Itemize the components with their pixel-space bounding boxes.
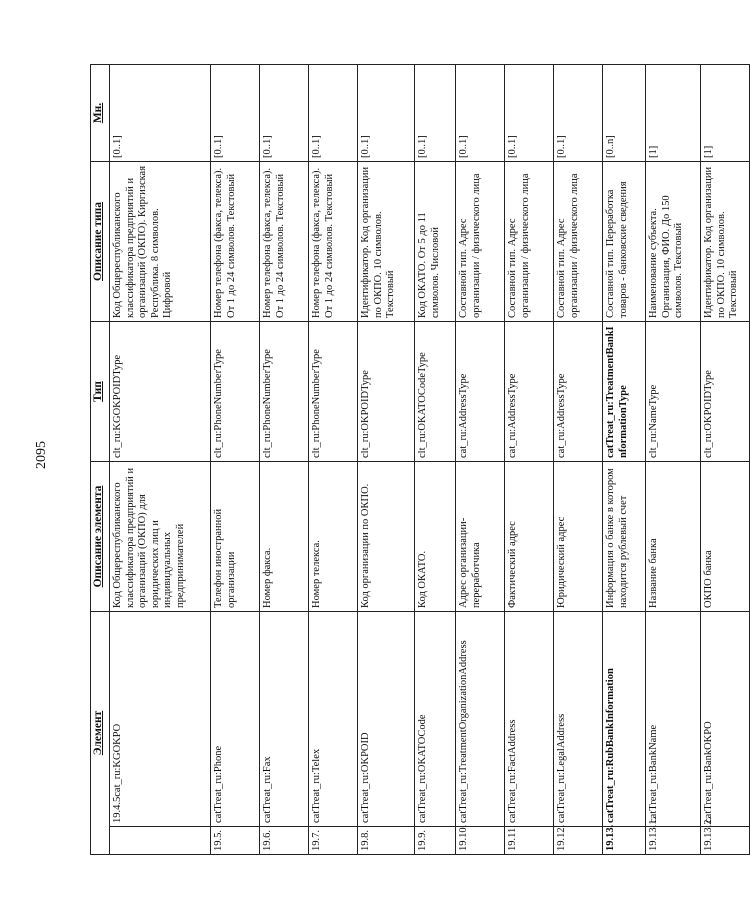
element-name: catTreat_ru:Fax xyxy=(260,611,309,826)
type-name: clt_ru:NameType xyxy=(646,321,701,461)
type-description: Составной тип. Адрес организации / физического лица xyxy=(505,161,554,321)
type-name: cat_ru:AddressType xyxy=(456,321,505,461)
type-name: clt_ru:PhoneNumberType xyxy=(309,321,358,461)
multiplicity: [0..1] xyxy=(456,64,505,161)
header-type: Тип xyxy=(91,321,110,461)
element-description: Адрес организации-переработчика xyxy=(456,461,505,611)
element-description: Код организации по ОКПО. xyxy=(358,461,415,611)
type-name: clt_ru:OKPOIDType xyxy=(358,321,415,461)
type-description: Наименование субъекта. Организация, ФИО. До 150 символов. Текстовый xyxy=(646,161,701,321)
row-number: 19.8. xyxy=(358,827,415,855)
type-description: Составной тип. Адрес организации / физического лица xyxy=(554,161,603,321)
type-name: clt_ru:KGOKPOIDType xyxy=(110,321,211,461)
element-table xyxy=(90,64,750,855)
type-description: Номер телефона (факса, телекса). От 1 до 24 символов. Текстовый xyxy=(309,161,358,321)
element-description: ОКПО банка xyxy=(701,461,750,611)
row-number: 19.6. xyxy=(260,827,309,855)
type-description: Идентификатор. Код организации по ОКПО. 10 символов. Текстовый xyxy=(701,161,750,321)
row-number: 19.13.1. xyxy=(646,827,701,855)
element-name: catTreat_ru:Phone xyxy=(211,611,260,826)
element-name: cat_ru:KGOKPO xyxy=(112,723,123,797)
element-name: catTreat_ru:FactAddress xyxy=(505,611,554,826)
type-name: clt_ru:PhoneNumberType xyxy=(211,321,260,461)
type-description: Идентификатор. Код организации по ОКПО. 10 символов. Текстовый xyxy=(358,161,415,321)
element-description: Номер факса. xyxy=(260,461,309,611)
table-row xyxy=(415,64,456,854)
element-description: Название банка xyxy=(646,461,701,611)
row-number: 19.12. xyxy=(554,827,603,855)
element-description: Номер телекса. xyxy=(309,461,358,611)
table-row xyxy=(603,64,646,854)
element-name: catTreat_ru:RubBankInformation xyxy=(603,611,646,826)
element-description: Код ОКАТО. xyxy=(415,461,456,611)
row-number: 19.13.2. xyxy=(701,827,750,855)
multiplicity: [0..n] xyxy=(603,64,646,161)
page-number: 2095 xyxy=(34,441,49,469)
type-name: cat_ru:AddressType xyxy=(554,321,603,461)
multiplicity: [1] xyxy=(701,64,750,161)
element-description: Юридический адрес xyxy=(554,461,603,611)
indent-cell xyxy=(110,827,211,855)
table-row xyxy=(358,64,415,854)
type-description: Код Общереспубликанского классификатора предприятий и организаций (ОКПО). Киргизская Республика. 8 символов. Цифровой xyxy=(110,161,211,321)
header-type-description: Описание типа xyxy=(91,161,110,321)
element-description: Код Общереспубликанского классификатора предприятий и организаций (ОКПО) для юридических лиц и индивидуальных предпринимателей xyxy=(110,461,211,611)
multiplicity: [0..1] xyxy=(505,64,554,161)
type-description: Составной тип. Адрес организации / физического лица xyxy=(456,161,505,321)
multiplicity: [1] xyxy=(646,64,701,161)
table-row xyxy=(505,64,554,854)
row-number: 19.13. xyxy=(603,827,646,855)
element-name: catTreat_ru:OKPOID xyxy=(358,611,415,826)
table-row xyxy=(701,64,750,854)
multiplicity: [0..1] xyxy=(211,64,260,161)
table-row xyxy=(211,64,260,854)
table-row xyxy=(456,64,505,854)
type-description: Код ОКАТО. От 5 до 11 символов. Числовой xyxy=(415,161,456,321)
row-number: 19.11. xyxy=(505,827,554,855)
rotated-table xyxy=(90,65,740,855)
header-description: Описание элемента xyxy=(91,461,110,611)
table-container xyxy=(90,65,740,855)
element-name: catTreat_ru:BankName xyxy=(646,611,701,826)
multiplicity: [0..1] xyxy=(415,64,456,161)
row-number: 19.9. xyxy=(415,827,456,855)
element-name: catTreat_ru:Telex xyxy=(309,611,358,826)
row-number: 19.4.5 xyxy=(112,796,123,823)
row-number: 19.7. xyxy=(309,827,358,855)
row-number: 19.10. xyxy=(456,827,505,855)
table-row xyxy=(260,64,309,854)
type-description: Номер телефона (факса, телекса). От 1 до 24 символов. Текстовый xyxy=(211,161,260,321)
table-row xyxy=(646,64,701,854)
type-description: Номер телефона (факса, телекса). От 1 до 24 символов. Текстовый xyxy=(260,161,309,321)
element-description: Фактический адрес xyxy=(505,461,554,611)
row-number: 19.5. xyxy=(211,827,260,855)
multiplicity: [0..1] xyxy=(358,64,415,161)
type-name: clt_ru:OKATOCodeType xyxy=(415,321,456,461)
multiplicity: [0..1] xyxy=(309,64,358,161)
header-multiplicity: Мн. xyxy=(91,64,110,161)
multiplicity: [0..1] xyxy=(554,64,603,161)
element-name: catTreat_ru:LegalAddress xyxy=(554,611,603,826)
element-cell xyxy=(110,611,211,826)
type-name: cat_ru:AddressType xyxy=(505,321,554,461)
multiplicity: [0..1] xyxy=(260,64,309,161)
element-name: catTreat_ru:BankOKPO xyxy=(701,611,750,826)
type-name: clt_ru:OKPOIDType xyxy=(701,321,750,461)
type-description: Составной тип. Переработка товаров - банковские сведения xyxy=(603,161,646,321)
multiplicity: [0..1] xyxy=(110,64,211,161)
table-body xyxy=(110,64,750,854)
table-row xyxy=(110,64,211,854)
element-name: catTreat_ru:TreatmentOrganizationAddress xyxy=(456,611,505,826)
table-row xyxy=(309,64,358,854)
table-row xyxy=(554,64,603,854)
header-element: Элемент xyxy=(91,611,110,854)
element-name: catTreat_ru:OKATOCode xyxy=(415,611,456,826)
header-row xyxy=(91,64,110,854)
type-name: catTreat_ru:TreatmentBankInformationType xyxy=(603,321,646,461)
type-name: clt_ru:PhoneNumberType xyxy=(260,321,309,461)
element-description: Телефон иностранной организации xyxy=(211,461,260,611)
element-description: Информация о банке в котором находится рублевый счет xyxy=(603,461,646,611)
